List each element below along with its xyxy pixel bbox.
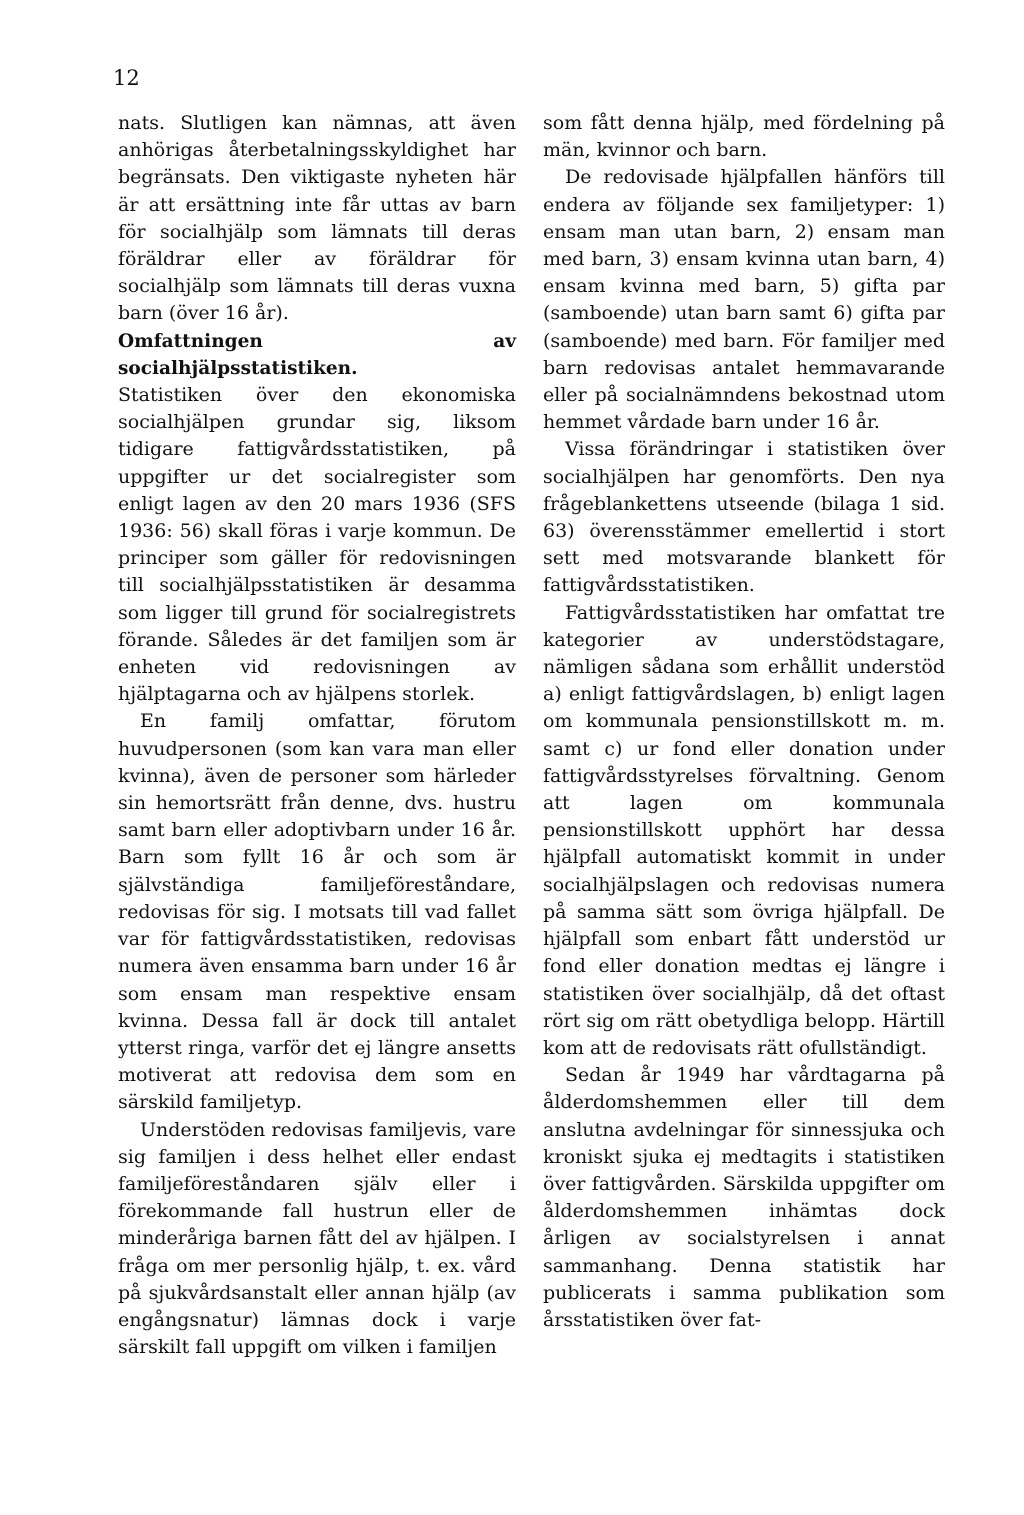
paragraph: En familj omfattar, förutom huvudpersonen (som kan vara man eller kvinna), även de personer som härleder sin hemortsrätt från denne, dvs. hustru samt barn eller adoptivbarn under 16 år. Barn som fyllt 16 år och som är självständiga familjeföreståndare, redovisas för sig. I motsats till vad fallet var för fattigvårdsstatistiken, redovisas numera även ensamma barn under 16 år som ensam man respektive ensam kvinna. Dessa fall är dock till antalet ytterst ringa, varför det ej längre ansetts motiverat att redovisa dem som en särskild familjetyp. bbox=[118, 710, 516, 1114]
section-heading: Omfattningen av socialhjälpsstatistiken. bbox=[118, 330, 516, 379]
paragraph: Fattigvårdsstatistiken har omfattat tre kategorier av understödstagare, nämligen sådana som erhållit understöd a) enligt fattigvårdslagen, b) enligt lagen om kommunala pensionstillskott m. m. samt c) ur fond eller donation under fattigvårdsstyrelses förvaltning. Genom att lagen om kommunala pensionstillskott upphört har dessa hjälpfall automatiskt kommit in under socialhjälpslagen och redovisas numera på samma sätt som övriga hjälpfall. De hjälpfall som enbart fått understöd ur fond eller donation medtas ej längre i statistiken över socialhjälp, då det oftast rört sig om rätt obetydliga belopp. Härtill kom att de redovisats rätt ofullständigt. bbox=[543, 601, 945, 1059]
paragraph: nats. Slutligen kan nämnas, att även anhörigas återbetalningsskyldighet har begränsats. Den viktigaste nyheten här är att ersättning inte får uttas av barn för socialhjälp som lämnats till deras föräldrar eller av föräldrar för socialhjälp som lämnats till deras vuxna barn (över 16 år). bbox=[118, 112, 516, 325]
paragraph: Statistiken över den ekonomiska socialhjälpen grundar sig, liksom tidigare fattigvårdsstatistiken, på uppgifter ur det socialregister som enligt lagen av den 20 mars 1936 (SFS 1936: 56) skall föras i varje kommun. De principer som gäller för redovisningen till socialhjälpsstatistiken är desamma som ligger till grund för socialregistrets förande. Således är det familjen som är enheten vid redovisningen av hjälptagarna och av hjälpens storlek. bbox=[118, 384, 516, 706]
paragraph: Sedan år 1949 har vårdtagarna på ålderdomshemmen eller till dem anslutna avdelningar för sinnessjuka och kroniskt sjuka ej medtagits i statistiken över fattigvården. Särskilda uppgifter om ålderdomshemmen inhämtas dock årligen av socialstyrelsen i annat sammanhang. Denna statistik har publicerats i samma publikation som årsstatistiken över fat- bbox=[543, 1064, 945, 1331]
right-column bbox=[543, 110, 945, 1334]
paragraph: Understöden redovisas familjevis, vare sig familjen i dess helhet eller endast familjeföreståndaren själv eller i förekommande fall hustrun eller de minderåriga barnen fått del av hjälpen. I fråga om mer personlig hjälp, t. ex. vård på sjukvårdsanstalt eller annan hjälp (av engångsnatur) lämnas dock i varje särskilt fall uppgift om vilken i familjen bbox=[118, 1118, 516, 1359]
paragraph: Vissa förändringar i statistiken över socialhjälpen har genomförts. Den nya frågeblankettens utseende (bilaga 1 sid. 63) överensstämmer emellertid i stort sett med motsvarande blankett för fattigvårdsstatistiken. bbox=[543, 438, 945, 597]
left-column bbox=[118, 110, 516, 1361]
paragraph: som fått denna hjälp, med fördelning på män, kvinnor och barn. bbox=[543, 112, 945, 162]
paragraph: De redovisade hjälpfallen hänförs till endera av följande sex familjetyper: 1) ensam man utan barn, 2) ensam man med barn, 3) ensam kvinna utan barn, 4) ensam kvinna med barn, 5) gifta par (samboende) utan barn samt 6) gifta par (samboende) med barn. För familjer med barn redovisas antalet hemmavarande eller på socialnämndens bekostnad utom hemmet vårdade barn under 16 år. bbox=[543, 166, 945, 434]
page-number: 12 bbox=[113, 66, 140, 90]
